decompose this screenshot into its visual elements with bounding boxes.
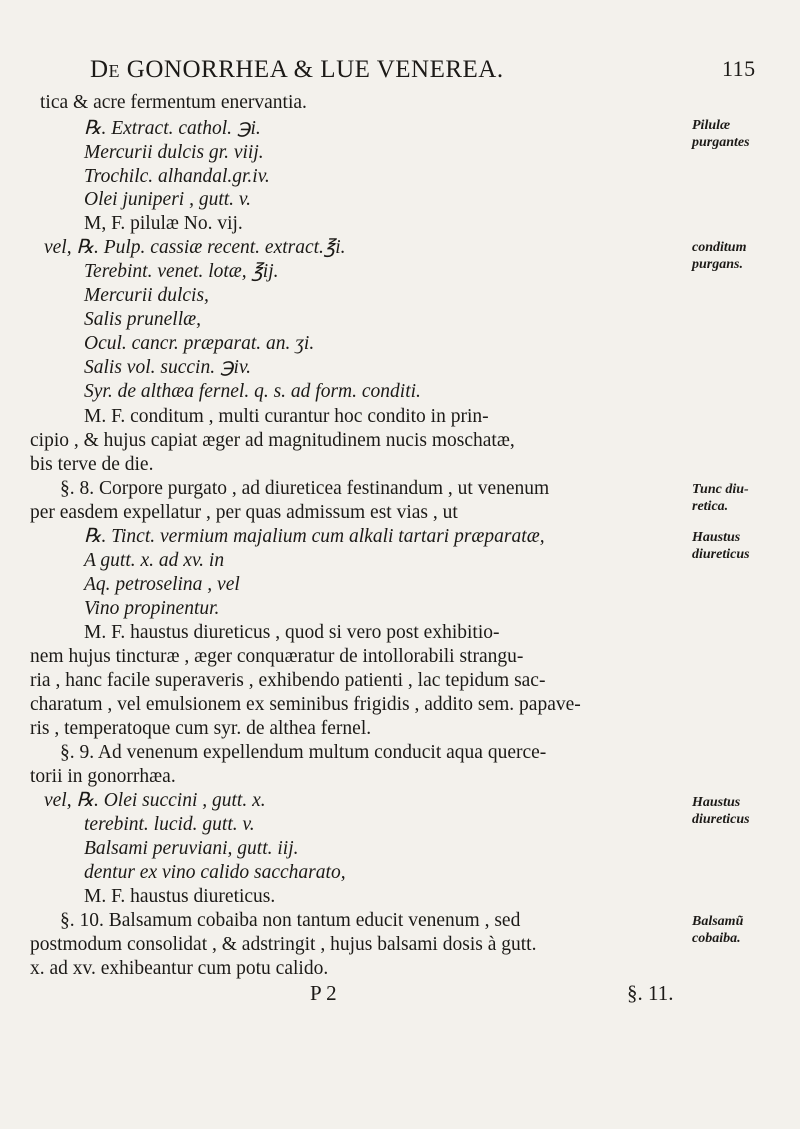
text-line: Salis vol. succin. ℈iv. bbox=[84, 357, 252, 378]
text-line: Terebint. venet. lotæ, ℥ij. bbox=[84, 261, 279, 282]
text-line: Salis prunellæ, bbox=[84, 309, 202, 330]
text-line: M. F. conditum , multi curantur hoc condito in prin- bbox=[84, 406, 489, 427]
text-line: bis terve de die. bbox=[30, 454, 154, 475]
page-number: 115 bbox=[722, 56, 756, 81]
text-line: Balsami peruviani, gutt. iij. bbox=[84, 838, 299, 859]
margin-note: Pilulæ bbox=[692, 118, 731, 133]
margin-note: Tunc diu- bbox=[692, 482, 749, 497]
margin-note: retica. bbox=[692, 499, 729, 514]
text-line: Olei juniperi , gutt. v. bbox=[84, 189, 251, 210]
text-line: postmodum consolidat , & adstringit , hujus balsami dosis à gutt. bbox=[30, 934, 537, 955]
margin-note: diureticus bbox=[692, 812, 750, 827]
text-line: M, F. pilulæ No. vij. bbox=[84, 213, 243, 234]
catchword: §. 11. bbox=[627, 981, 674, 1005]
text-line: per easdem expellatur , per quas admissum est vias , ut bbox=[30, 502, 458, 523]
margin-note: purgans. bbox=[692, 257, 743, 272]
text-line: x. ad xv. exhibeantur cum potu calido. bbox=[30, 958, 329, 979]
running-header: De GONORRHEA & LUE VENEREA. bbox=[90, 56, 504, 83]
signature-mark: P 2 bbox=[310, 981, 337, 1005]
text-line: nem hujus tincturæ , æger conquæratur de intollorabili strangu- bbox=[30, 646, 524, 667]
text-line: ℞. Tinct. vermium majalium cum alkali tartari præparatæ, bbox=[84, 526, 545, 547]
text-line: Ocul. cancr. præparat. an. ʒi. bbox=[84, 333, 315, 354]
text-line: Mercurii dulcis gr. viij. bbox=[84, 142, 264, 163]
text-line: Syr. de althæa fernel. q. s. ad form. conditi. bbox=[84, 381, 421, 402]
text-line: A gutt. x. ad xv. in bbox=[84, 550, 225, 571]
margin-note: cobaiba. bbox=[692, 931, 741, 946]
text-line: M. F. haustus diureticus. bbox=[84, 886, 276, 907]
text-line: Mercurii dulcis, bbox=[84, 285, 209, 306]
text-line: §. 8. Corpore purgato , ad diureticea festinandum , ut venenum bbox=[60, 478, 550, 499]
margin-note: Haustus bbox=[692, 795, 741, 810]
text-line: M. F. haustus diureticus , quod si vero post exhibitio- bbox=[84, 622, 500, 643]
text-line: §. 10. Balsamum cobaiba non tantum educit venenum , sed bbox=[60, 910, 521, 931]
text-line: cipio , & hujus capiat æger ad magnitudinem nucis moschatæ, bbox=[30, 430, 515, 451]
text-line: tica & acre fermentum enervantia. bbox=[40, 92, 307, 113]
text-line: terebint. lucid. gutt. v. bbox=[84, 814, 255, 835]
text-line: ris , temperatoque cum syr. de althea fernel. bbox=[30, 718, 372, 739]
margin-note: diureticus bbox=[692, 547, 750, 562]
text-line: dentur ex vino calido saccharato, bbox=[84, 862, 346, 883]
text-line: ℞. Extract. cathol. ℈i. bbox=[84, 118, 261, 139]
text-line: ria , hanc facile superaveris , exhibendo patienti , lac tepidum sac- bbox=[30, 670, 546, 691]
margin-note: Haustus bbox=[692, 530, 741, 545]
text-line: charatum , vel emulsionem ex seminibus frigidis , addito sem. papave- bbox=[30, 694, 581, 715]
text-line: torii in gonorrhæa. bbox=[30, 766, 176, 787]
margin-note: Balsamũ bbox=[692, 914, 744, 929]
text-line: vel, ℞. Olei succini , gutt. x. bbox=[44, 790, 266, 811]
text-line: vel, ℞. Pulp. cassiæ recent. extract.℥i. bbox=[44, 237, 346, 258]
text-line: §. 9. Ad venenum expellendum multum conducit aqua querce- bbox=[60, 742, 547, 763]
text-line: Trochilc. alhandal.gr.iv. bbox=[84, 166, 270, 187]
text-line: Vino propinentur. bbox=[84, 598, 220, 619]
margin-note: purgantes bbox=[692, 135, 750, 150]
text-line: Aq. petroselina , vel bbox=[84, 574, 240, 595]
margin-note: conditum bbox=[692, 240, 747, 255]
